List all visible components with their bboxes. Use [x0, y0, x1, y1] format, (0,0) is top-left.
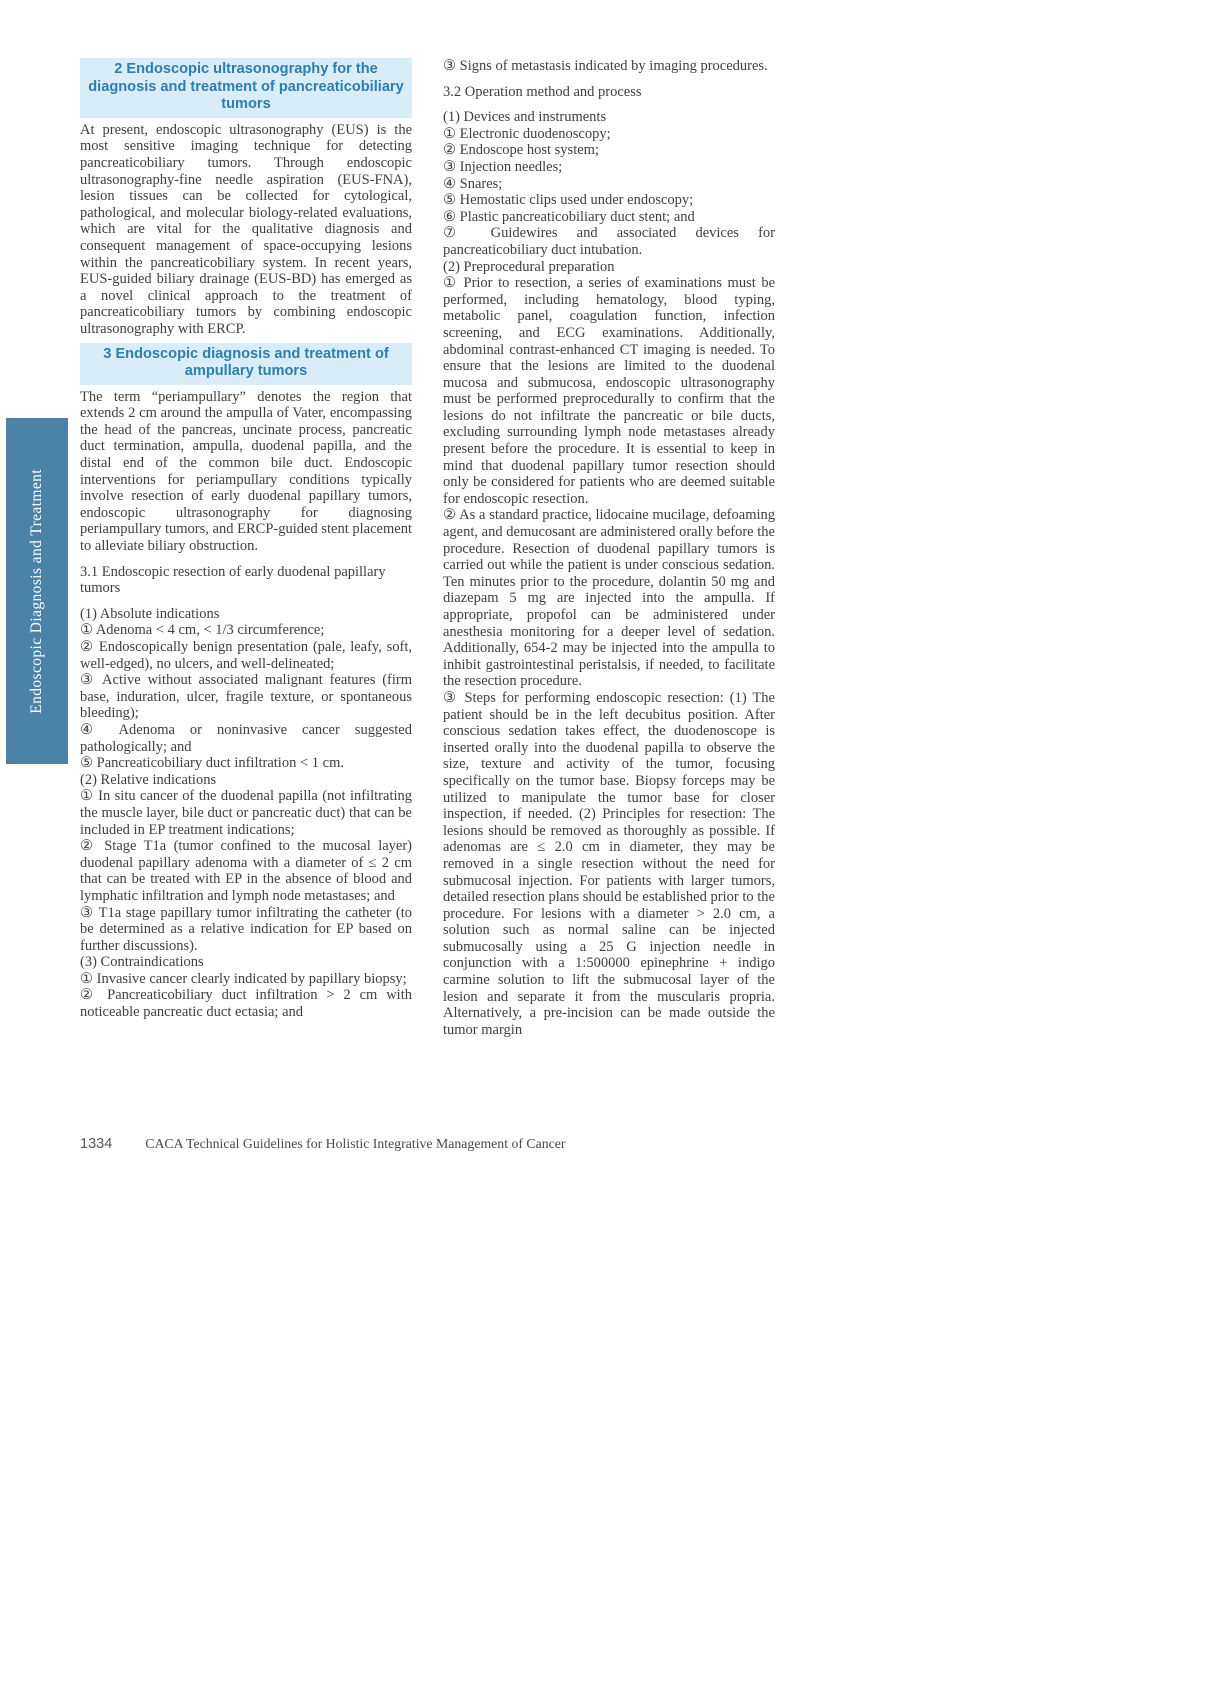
left-column	[80, 58, 412, 1021]
list-line: (1) Absolute indications	[80, 605, 220, 622]
section-heading: 3 Endoscopic diagnosis and treatment of ampullary tumors	[80, 343, 412, 385]
list-line: ② Pancreaticobiliary duct infiltration > 2 cm with noticeable pancreatic duct ectasia; and	[80, 987, 412, 1021]
list-line: ③ Steps for performing endoscopic resection: (1) The patient should be in the left decubitus position. After conscious sedation takes effect, the duodenoscope is inserted orally into the duodenal papilla to observe the size, texture and activity of the tumor, focusing specifically on the tumor base. Biopsy forceps may be utilized to manipulate the tumor base for closer inspection, if needed. (2) Principles for resection: The lesions should be removed as thoroughly as possible. If adenomas are ≤ 2.0 cm in diameter, they may be removed in a single resection without the need for submucosal injection. For patients with larger tumors, detailed resection plans should be established prior to the procedure. For lesions with a diameter > 2.0 cm, a solution such as normal saline can be injected submucosally using a 25 G injection needle in conjunction with a 1:500000 epinephrine + indigo carmine solution to lift the submucosal layer of the lesion and separate it from the muscularis propria. Alternatively, a pre-incision can be made outside the tumor margin	[443, 689, 775, 1038]
list-line: ④ Snares;	[443, 175, 503, 192]
subsection-heading: 3.2 Operation method and process	[443, 83, 642, 100]
section-heading: 2 Endoscopic ultrasonography for the diagnosis and treatment of pancreaticobiliary tumors	[80, 58, 412, 118]
list-line: ① Electronic duodenoscopy;	[443, 125, 611, 142]
footer	[80, 1136, 780, 1152]
paragraph: The term “periampullary” denotes the region that extends 2 cm around the ampulla of Vater, encompassing the head of the pancreas, uncinate process, pancreatic duct termination, ampulla, duodenal papilla, and the distal end of the common bile duct. Endoscopic interventions for periampullary conditions typically involve resection of early duodenal papillary tumors, endoscopic ultrasonography for diagnosing periampullary tumors, and ERCP-guided stent placement to alleviate biliary obstruction.	[80, 388, 412, 555]
list-line: ② Stage T1a (tumor confined to the mucosal layer) duodenal papillary adenoma with a diameter of ≤ 2 cm that can be treated with EP in the absence of blood and lymphatic infiltration and lymph node metastases; and	[80, 838, 412, 904]
right-column	[443, 58, 775, 1038]
list-line: ① Prior to resection, a series of examinations must be performed, including hematology, blood typing, metabolic panel, coagulation function, infection screening, and ECG examinations. Additionally, abdominal contrast-enhanced CT imaging is needed. To ensure that the lesions are limited to the duodenal mucosa and submucosa, endoscopic ultrasonography must be performed preprocedurally to confirm that the lesions do not infiltrate the pancreatic or bile ducts, excluding surrounding lymph node metastases already present before the procedure. It is essential to keep in mind that duodenal papillary tumor resection should only be considered for patients who are deemed suitable for endoscopic resection.	[443, 275, 775, 507]
list-line: ④ Adenoma or noninvasive cancer suggested pathologically; and	[80, 721, 412, 755]
list-line: ③ Injection needles;	[443, 158, 563, 175]
running-title: CACA Technical Guidelines for Holistic Integrative Management of Cancer	[145, 1136, 566, 1151]
list-line: (1) Devices and instruments	[443, 109, 607, 126]
page-number: 1334	[80, 1136, 113, 1152]
list-line: ② Endoscopically benign presentation (pale, leafy, soft, well-edged), no ulcers, and well-delineated;	[80, 639, 412, 672]
list-line: ⑦ Guidewires and associated devices for pancreaticobiliary duct intubation.	[443, 225, 775, 258]
list-line: (3) Contraindications	[80, 954, 204, 971]
list-line: ③ Signs of metastasis indicated by imaging procedures.	[443, 58, 768, 74]
paragraph: At present, endoscopic ultrasonography (EUS) is the most sensitive imaging technique for detecting pancreaticobiliary tumors. Through endoscopic ultrasonography-fine needle aspiration (EUS-FNA), lesion tissues can be collected for cytological, pathological, and molecular biology-related evaluations, which are vital for the qualitative diagnosis and consequent management of space-occupying lesions within the pancreaticobiliary system. In recent years, EUS-guided biliary drainage (EUS-BD) has emerged as a novel clinical approach to the treatment of pancreaticobiliary tumors by combining endoscopic ultrasonography with ERCP.	[80, 121, 412, 337]
subsection-heading: 3.1 Endoscopic resection of early duodenal papillary tumors	[80, 563, 386, 597]
list-line: ② As a standard practice, lidocaine mucilage, defoaming agent, and demucosant are administered orally before the procedure. Resection of duodenal papillary tumors is carried out while the patient is under conscious sedation. Ten minutes prior to the procedure, dolantin 50 mg and diazepam 5 mg are injected into the ampulla. If appropriate, propofol can be administered under anesthesia monitoring for a deeper level of sedation. Additionally, 654-2 may be injected into the ampulla to inhibit gastrointestinal peristalsis, if needed, to facilitate the resection procedure.	[443, 507, 775, 690]
list-line: ② Endoscope host system;	[443, 142, 599, 159]
list-line: ⑤ Hemostatic clips used under endoscopy;	[443, 192, 694, 209]
list-line: (2) Relative indications	[80, 771, 217, 788]
list-line: ① In situ cancer of the duodenal papilla (not infiltrating the muscle layer, bile duct or pancreatic duct) that can be included in EP treatment indications;	[80, 788, 412, 838]
list-line: (2) Preprocedural preparation	[443, 258, 615, 275]
chapter-sidebar-label: Endoscopic Diagnosis and Treatment	[28, 468, 45, 714]
chapter-sidebar-tab	[6, 418, 68, 764]
list-line: ① Adenoma < 4 cm, < 1/3 circumference;	[80, 622, 325, 639]
list-line: ⑥ Plastic pancreaticobiliary duct stent; and	[443, 208, 695, 225]
list-line: ③ Active without associated malignant features (firm base, induration, ulcer, fragile texture, or spontaneous bleeding);	[80, 672, 412, 722]
list-line: ③ T1a stage papillary tumor infiltrating the catheter (to be determined as a relative indication for EP based on further discussions).	[80, 904, 412, 954]
list-line: ⑤ Pancreaticobiliary duct infiltration < 1 cm.	[80, 755, 344, 772]
list-line: ① Invasive cancer clearly indicated by papillary biopsy;	[80, 970, 407, 987]
